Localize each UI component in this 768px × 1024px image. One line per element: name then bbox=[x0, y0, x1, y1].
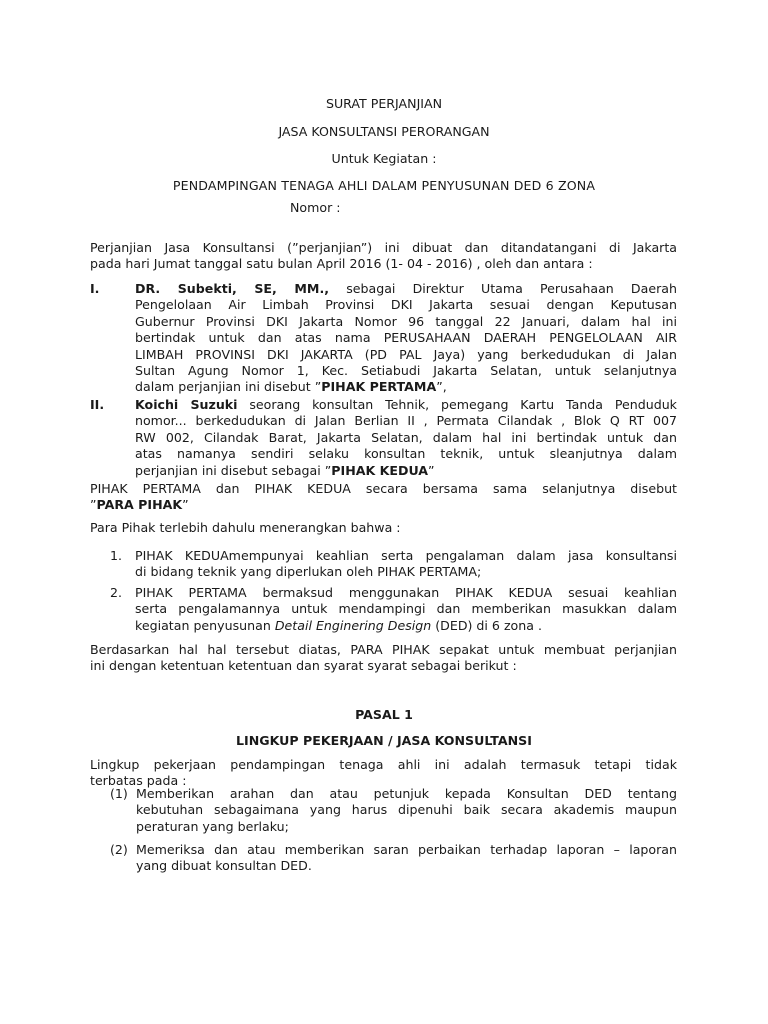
intro-paragraph bbox=[90, 240, 677, 273]
scope-item-line: Memeriksa dan atau memberikan saran perbaikan terhadap laporan – laporan bbox=[136, 842, 677, 857]
scope-number: (2) bbox=[110, 842, 128, 857]
party-second bbox=[135, 397, 677, 479]
paragraph-line: ”PARA PIHAK” bbox=[90, 497, 189, 513]
list-item-line: serta pengalamannya untuk mendampingi dan memberikan masukkan dalam bbox=[135, 601, 677, 617]
party-line: nomor... berkedudukan di Jalan Berlian II , Permata Cilandak , Blok Q RT 007 bbox=[135, 413, 677, 429]
party-line: DR. Subekti, SE, MM., sebagai Direktur Utama Perusahaan Daerah bbox=[135, 281, 677, 296]
party-name: DR. Subekti, SE, MM., bbox=[135, 281, 330, 296]
terlebih-paragraph: Para Pihak terlebih dahulu menerangkan bahwa : bbox=[90, 520, 401, 535]
paragraph-line: terbatas pada : bbox=[90, 773, 187, 789]
party-line: atas namanya sendiri selaku konsultan teknik, untuk sleanjutnya dalam bbox=[135, 446, 677, 462]
paragraph-line: Berdasarkan hal hal tersebut diatas, PARA PIHAK sepakat untuk membuat perjanjian bbox=[90, 642, 677, 657]
party-line: Gubernur Provinsi DKI Jakarta Nomor 96 tanggal 22 Januari, dalam hal ini bbox=[135, 313, 677, 329]
pasal-title: PASAL 1 bbox=[355, 707, 413, 722]
paragraph-line: PIHAK PERTAMA dan PIHAK KEDUA secara bersama sama selanjutnya disebut bbox=[90, 481, 677, 496]
scope-number: (1) bbox=[110, 786, 128, 801]
party-line: bertindak untuk dan atas nama PERUSAHAAN DAERAH PENGELOLAAN AIR bbox=[135, 330, 677, 346]
list-number: 1. bbox=[110, 548, 123, 563]
document-subtitle: JASA KONSULTANSI PERORANGAN bbox=[278, 124, 490, 139]
list-item-line: PIHAK KEDUAmempunyai keahlian serta pengalaman dalam jasa konsultansi bbox=[135, 548, 677, 563]
party-line: LIMBAH PROVINSI DKI JAKARTA (PD PAL Jaya) yang berkedudukan di Jalan bbox=[135, 346, 677, 362]
party-line: RW 002, Cilandak Barat, Jakarta Selatan, dalam hal ini bertindak untuk dan bbox=[135, 429, 677, 445]
scope-item-line: yang dibuat konsultan DED. bbox=[136, 858, 312, 874]
scope-item bbox=[136, 842, 677, 875]
intro-line: pada hari Jumat tanggal satu bulan April 2016 (1- 04 - 2016) , oleh dan antara : bbox=[90, 256, 593, 272]
list-item bbox=[135, 548, 677, 581]
party-line: Koichi Suzuki seorang konsultan Tehnik, pemegang Kartu Tanda Penduduk bbox=[135, 397, 677, 412]
berdasarkan-paragraph bbox=[90, 642, 677, 675]
party-line: perjanjian ini disebut sebagai ”PIHAK KEDUA” bbox=[135, 462, 435, 478]
lingkup-paragraph bbox=[90, 757, 677, 790]
party-line: Sultan Agung Nomor 1, Kec. Setiabudi Jakarta Selatan, untuk selanjutnya bbox=[135, 363, 677, 379]
intro-line: Perjanjian Jasa Konsultansi (”perjanjian”) ini dibuat dan ditandatangani di Jakarta bbox=[90, 240, 677, 255]
list-item-line: kegiatan penyusunan Detail Enginering Design (DED) di 6 zona . bbox=[135, 617, 542, 633]
pasal-subtitle: LINGKUP PEKERJAAN / JASA KONSULTANSI bbox=[236, 733, 532, 748]
list-item bbox=[135, 585, 677, 634]
paragraph-line: Lingkup pekerjaan pendampingan tenaga ahli ini adalah termasuk tetapi tidak bbox=[90, 757, 677, 772]
document-title: SURAT PERJANJIAN bbox=[325, 96, 443, 111]
scope-item-line: kebutuhan sebagaimana yang harus dipenuhi baik secara akademis maupun bbox=[136, 802, 677, 818]
paragraph-line: ini dengan ketentuan ketentuan dan syarat syarat sebagai berikut : bbox=[90, 658, 517, 674]
party-numeral: I. bbox=[90, 281, 100, 296]
para-pihak-paragraph bbox=[90, 481, 677, 514]
party-name: Koichi Suzuki bbox=[135, 397, 238, 412]
list-number: 2. bbox=[110, 585, 123, 600]
scope-item bbox=[136, 786, 677, 835]
party-line: Pengelolaan Air Limbah Provinsi DKI Jakarta sesuai dengan Keputusan bbox=[135, 297, 677, 313]
activity-label: Untuk Kegiatan : bbox=[331, 151, 437, 166]
party-first bbox=[135, 281, 677, 396]
scope-item-line: peraturan yang berlaku; bbox=[136, 818, 289, 834]
activity-title: PENDAMPINGAN TENAGA AHLI DALAM PENYUSUNAN DED 6 ZONA bbox=[172, 178, 596, 193]
list-item-line: PIHAK PERTAMA bermaksud menggunakan PIHAK KEDUA sesuai keahlian bbox=[135, 585, 677, 600]
party-numeral: II. bbox=[90, 397, 105, 412]
scope-item-line: Memberikan arahan dan atau petunjuk kepada Konsultan DED tentang bbox=[136, 786, 677, 801]
nomor-label: Nomor : bbox=[290, 200, 341, 215]
party-role: PIHAK PERTAMA bbox=[321, 379, 437, 395]
list-item-line: di bidang teknik yang diperlukan oleh PIHAK PERTAMA; bbox=[135, 564, 482, 580]
party-role: PIHAK KEDUA bbox=[331, 462, 429, 478]
party-line: dalam perjanjian ini disebut ”PIHAK PERTAMA”, bbox=[135, 379, 447, 395]
